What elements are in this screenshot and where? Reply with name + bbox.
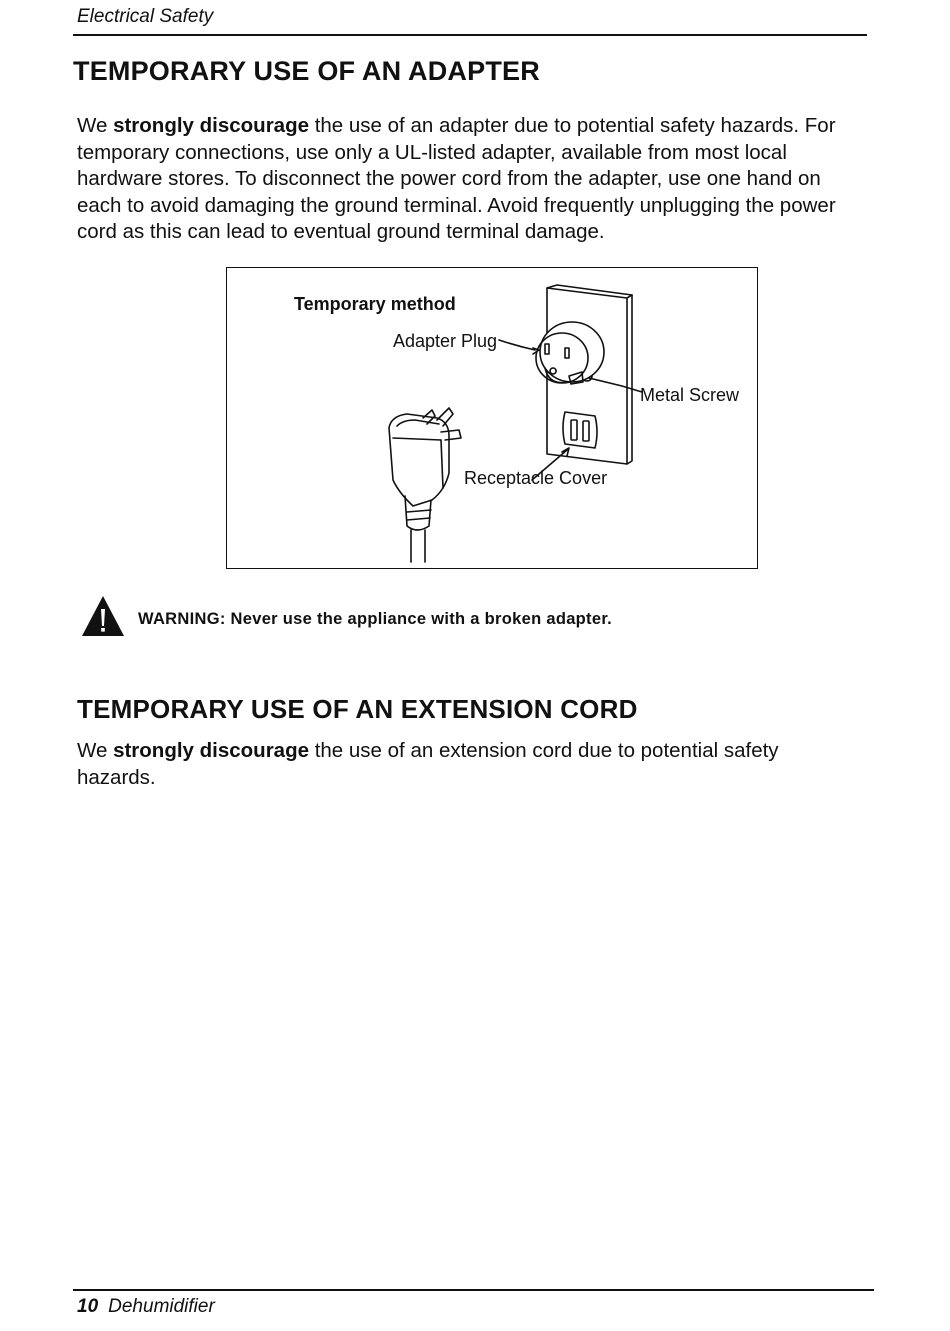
extension-section-title: TEMPORARY USE OF AN EXTENSION CORD [77, 694, 638, 724]
adapter-para-pre: We [77, 114, 114, 137]
header-label: Electrical Safety [77, 6, 214, 27]
page-number: 10 [77, 1296, 99, 1317]
warning-callout [80, 594, 880, 638]
footer-rule [73, 1289, 874, 1291]
extension-para-bold: strongly discourage [113, 739, 310, 762]
extension-section-paragraph [77, 738, 837, 791]
label-adapter-plug: Adapter Plug [393, 331, 498, 351]
warning-text: WARNING: Never use the appliance with a broken adapter. [138, 610, 613, 628]
warning-triangle-icon [80, 594, 126, 638]
label-receptacle-cover: Receptacle Cover [464, 468, 608, 488]
extension-para-pre: We [77, 739, 114, 762]
adapter-para-post: the use of an adapter due to potential safety hazards. For temporary connections, use only a UL-listed adapter, available from most local hardware stores. To disconnect the power cord from the adapter, use one hand on each to avoid damaging the ground terminal. Avoid frequently unplugging the power cord as this can lead to eventual ground terminal damage. [77, 114, 836, 243]
extension-para-post: the use of an extension cord due to potential safety hazards. [77, 739, 779, 789]
figure-title: Temporary method [294, 294, 456, 314]
adapter-section-title: TEMPORARY USE OF AN ADAPTER [73, 56, 540, 86]
footer [77, 1296, 215, 1318]
adapter-figure [226, 267, 758, 569]
header-rule [73, 34, 867, 36]
footer-product: Dehumidifier [108, 1296, 215, 1317]
label-metal-screw: Metal Screw [640, 385, 740, 405]
adapter-section-paragraph [77, 113, 867, 246]
adapter-para-bold: strongly discourage [113, 114, 310, 137]
